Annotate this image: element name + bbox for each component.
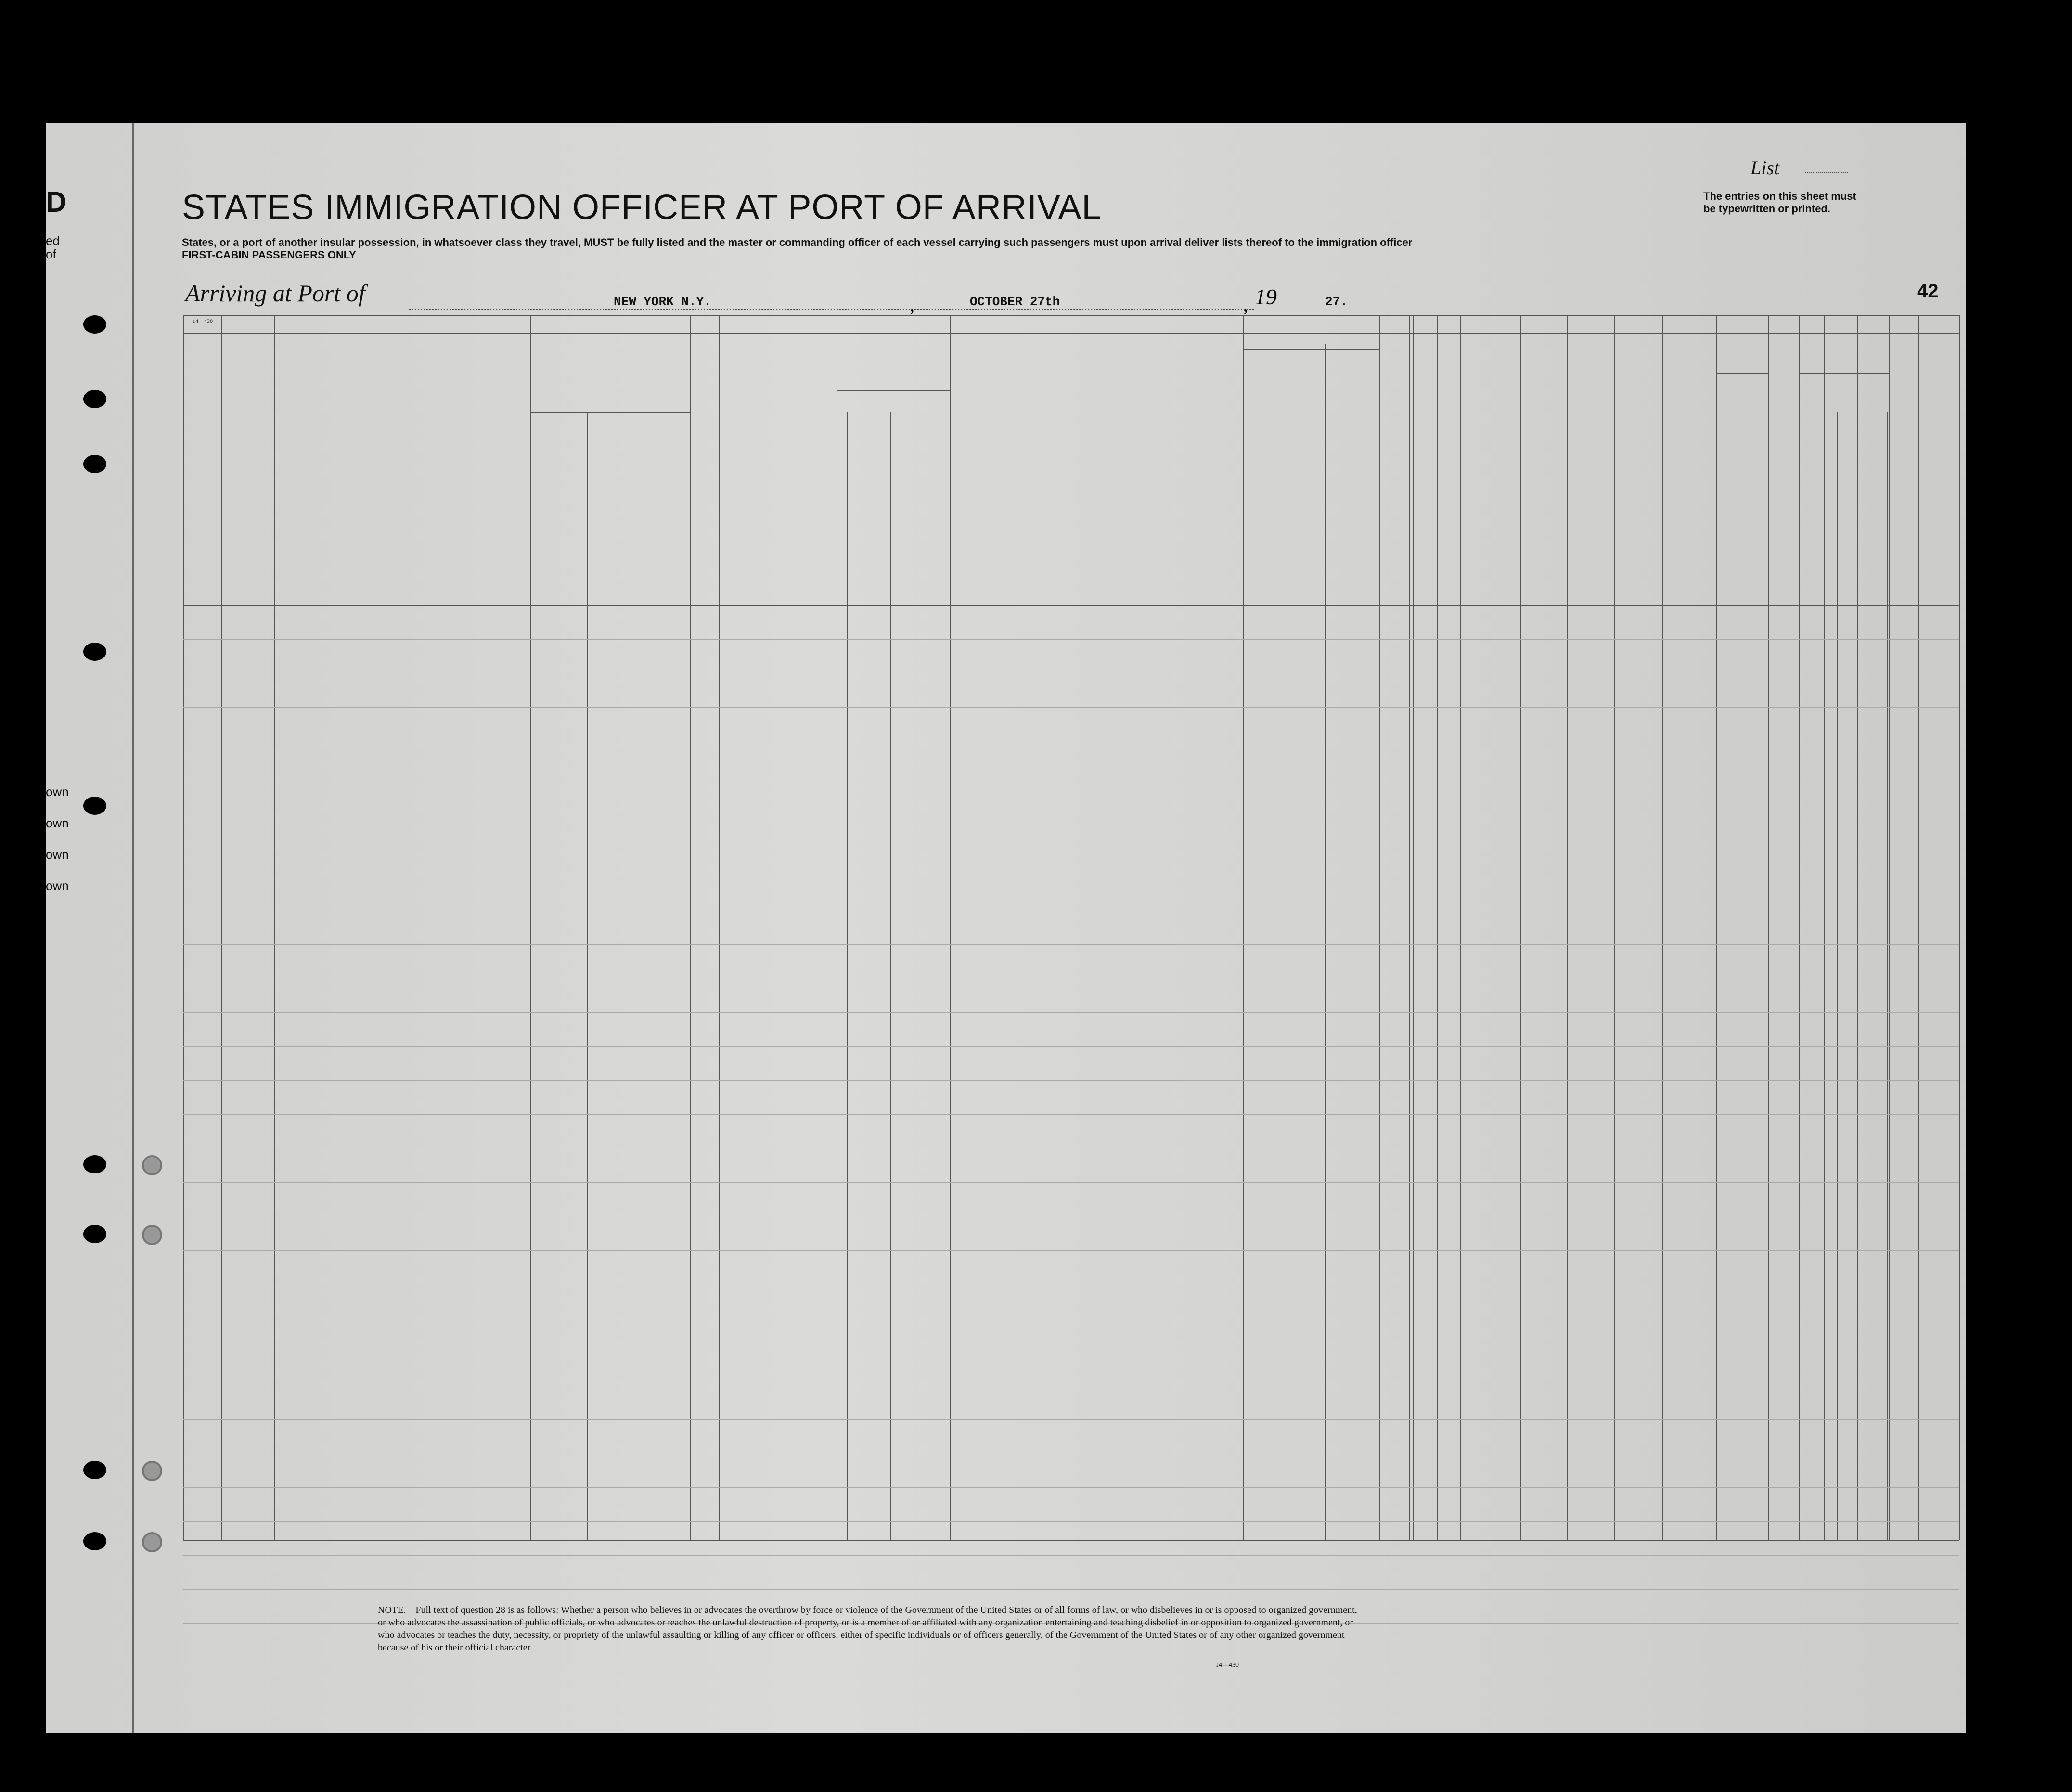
binding-hole	[83, 1532, 106, 1550]
row-rule	[183, 1419, 1959, 1420]
manifest-table	[183, 315, 1959, 1540]
row-rule	[183, 1080, 1959, 1081]
header-ticket	[697, 373, 713, 599]
row-rule	[183, 707, 1959, 708]
column-rule	[1520, 315, 1521, 1540]
row-rule	[183, 1487, 1959, 1488]
column-rule	[1243, 315, 1244, 1540]
header-anarchist	[1440, 354, 1454, 498]
date-value: OCTOBER 27th	[970, 295, 1060, 309]
row-rule	[183, 639, 1959, 640]
row-rule	[183, 944, 1959, 945]
row-rule	[183, 1046, 1959, 1047]
column-rule	[1413, 315, 1414, 1540]
column-rule	[183, 315, 184, 1540]
header-rule	[530, 412, 690, 413]
subcolumn-rule	[1837, 412, 1838, 1540]
stub-side: own	[46, 816, 69, 830]
footnote-code: 14—430	[1215, 1662, 1239, 1669]
list-label: List	[1750, 157, 1780, 179]
column-rule	[1614, 315, 1615, 1540]
column-rule	[719, 315, 720, 1540]
footnote: NOTE.—Full text of question 28 is as follows: Whether a person who believes in or advocates the overthrow by force or violence of the Government of the United States or of all forms of law, or who disbelieves in or is opposed to organized government, or who advocates the assassination of public officials, or who advocates or teaches the unlawful destruction of property, or is a member of or affiliated with any organization entertaining and teaching disbelief in or opposition to organized government, or who advocates or teaches the duty, necessity, or propriety of the unlawful assaulting or killing of any officer or officers, either of specific individuals or of officers generally, of the Government of the United States or of any other organized government because of his or their official character.	[378, 1605, 1357, 1653]
year-suffix: 27.	[1325, 295, 1348, 309]
column-rule	[1799, 315, 1800, 1540]
header-q28	[1463, 344, 1516, 498]
subcolumn-rule	[890, 412, 891, 1540]
page-number: 42	[1917, 281, 1939, 302]
subcolumn-rule	[1409, 315, 1410, 1540]
binding-hole	[83, 315, 106, 334]
subcolumn-rule	[847, 412, 848, 1540]
row-rule	[183, 1589, 1959, 1590]
subcolumn-rule	[1325, 344, 1326, 1540]
column-rule	[1716, 315, 1717, 1540]
form-code: 14—430	[193, 318, 213, 324]
binding-ring	[142, 1225, 162, 1245]
port-value: NEW YORK N.Y.	[614, 295, 711, 309]
binding-hole	[83, 643, 106, 661]
stub-line: ed	[46, 233, 60, 248]
header-inches	[1750, 508, 1762, 594]
column-rule	[1918, 315, 1919, 1540]
header-rule	[837, 390, 950, 391]
header-deported	[1574, 354, 1608, 498]
column-rule	[1768, 315, 1769, 1540]
binding-ring	[142, 1155, 162, 1175]
subtitle-class: FIRST-CABIN PASSENGERS ONLY	[182, 249, 356, 261]
header-feet	[1723, 508, 1735, 594]
row-rule	[183, 1114, 1959, 1115]
column-rule	[1437, 315, 1438, 1540]
header-purpose-return	[1247, 354, 1266, 498]
column-rule	[950, 315, 951, 1540]
binding-hole	[83, 797, 106, 815]
header-purpose-citizen	[1338, 354, 1367, 498]
binding-hole	[83, 1461, 106, 1479]
binding-hole	[83, 1225, 106, 1243]
header-rule	[183, 605, 1959, 606]
stub-side: own	[46, 878, 69, 893]
header-fifty	[815, 344, 832, 599]
row-rule	[183, 1012, 1959, 1013]
list-number-line	[1805, 172, 1848, 173]
column-rule	[1379, 315, 1380, 1540]
stub-side: own	[46, 847, 69, 862]
column-rule	[530, 315, 531, 1540]
binding-hole	[83, 1155, 106, 1173]
header-q29	[1523, 344, 1564, 498]
year-prefix: 19	[1255, 284, 1277, 309]
comma: ,	[910, 294, 914, 316]
typewritten-note: The entries on this sheet must	[1703, 190, 1856, 202]
header-rule	[1799, 373, 1889, 374]
manifest-sheet	[46, 123, 1966, 1733]
header-rule	[183, 333, 1959, 334]
subtitle: States, or a port of another insular possession, in whatsoever class they travel, MUST be fully listed and the master or commanding officer of each vessel carrying such passengers must upon arrival deliver lists thereof to the immigration officer	[182, 236, 1413, 248]
binding-ring	[142, 1532, 162, 1552]
column-rule	[1889, 315, 1890, 1540]
header-polygamist	[1418, 354, 1432, 498]
column-rule	[1460, 315, 1461, 1540]
row-rule	[183, 1521, 1959, 1522]
binding-hole	[83, 390, 106, 408]
column-rule	[1662, 315, 1663, 1540]
binding-hole	[83, 455, 106, 473]
stub-line: of	[46, 247, 56, 261]
header-rule	[1716, 373, 1768, 374]
header-rule	[183, 1540, 1959, 1541]
header-prison	[1382, 354, 1411, 498]
header-purpose-length	[1285, 354, 1304, 498]
subcolumn-rule	[587, 412, 588, 1540]
column-rule	[1959, 315, 1960, 1540]
comma: ,	[1243, 294, 1248, 316]
header-rule	[183, 315, 1959, 316]
typewritten-note: be typewritten or printed.	[1703, 203, 1831, 215]
arriving-label: Arriving at Port of	[185, 280, 365, 307]
stub-letter: D	[46, 186, 67, 218]
row-rule	[183, 1250, 1959, 1251]
header-rule	[1243, 349, 1379, 350]
page-title: STATES IMMIGRATION OFFICER AT PORT OF ARRIVAL	[182, 188, 1102, 227]
column-rule	[221, 315, 222, 1540]
column-rule	[1857, 315, 1858, 1540]
row-rule	[183, 1182, 1959, 1183]
column-rule	[1567, 315, 1568, 1540]
binding-ring	[142, 1461, 162, 1481]
left-binding-stub	[46, 123, 134, 1733]
column-rule	[274, 315, 275, 1540]
column-rule	[1824, 315, 1825, 1540]
row-rule	[183, 1555, 1959, 1556]
stub-side: own	[46, 785, 69, 799]
subcolumn-rule	[1887, 412, 1888, 1540]
column-rule	[690, 315, 691, 1540]
